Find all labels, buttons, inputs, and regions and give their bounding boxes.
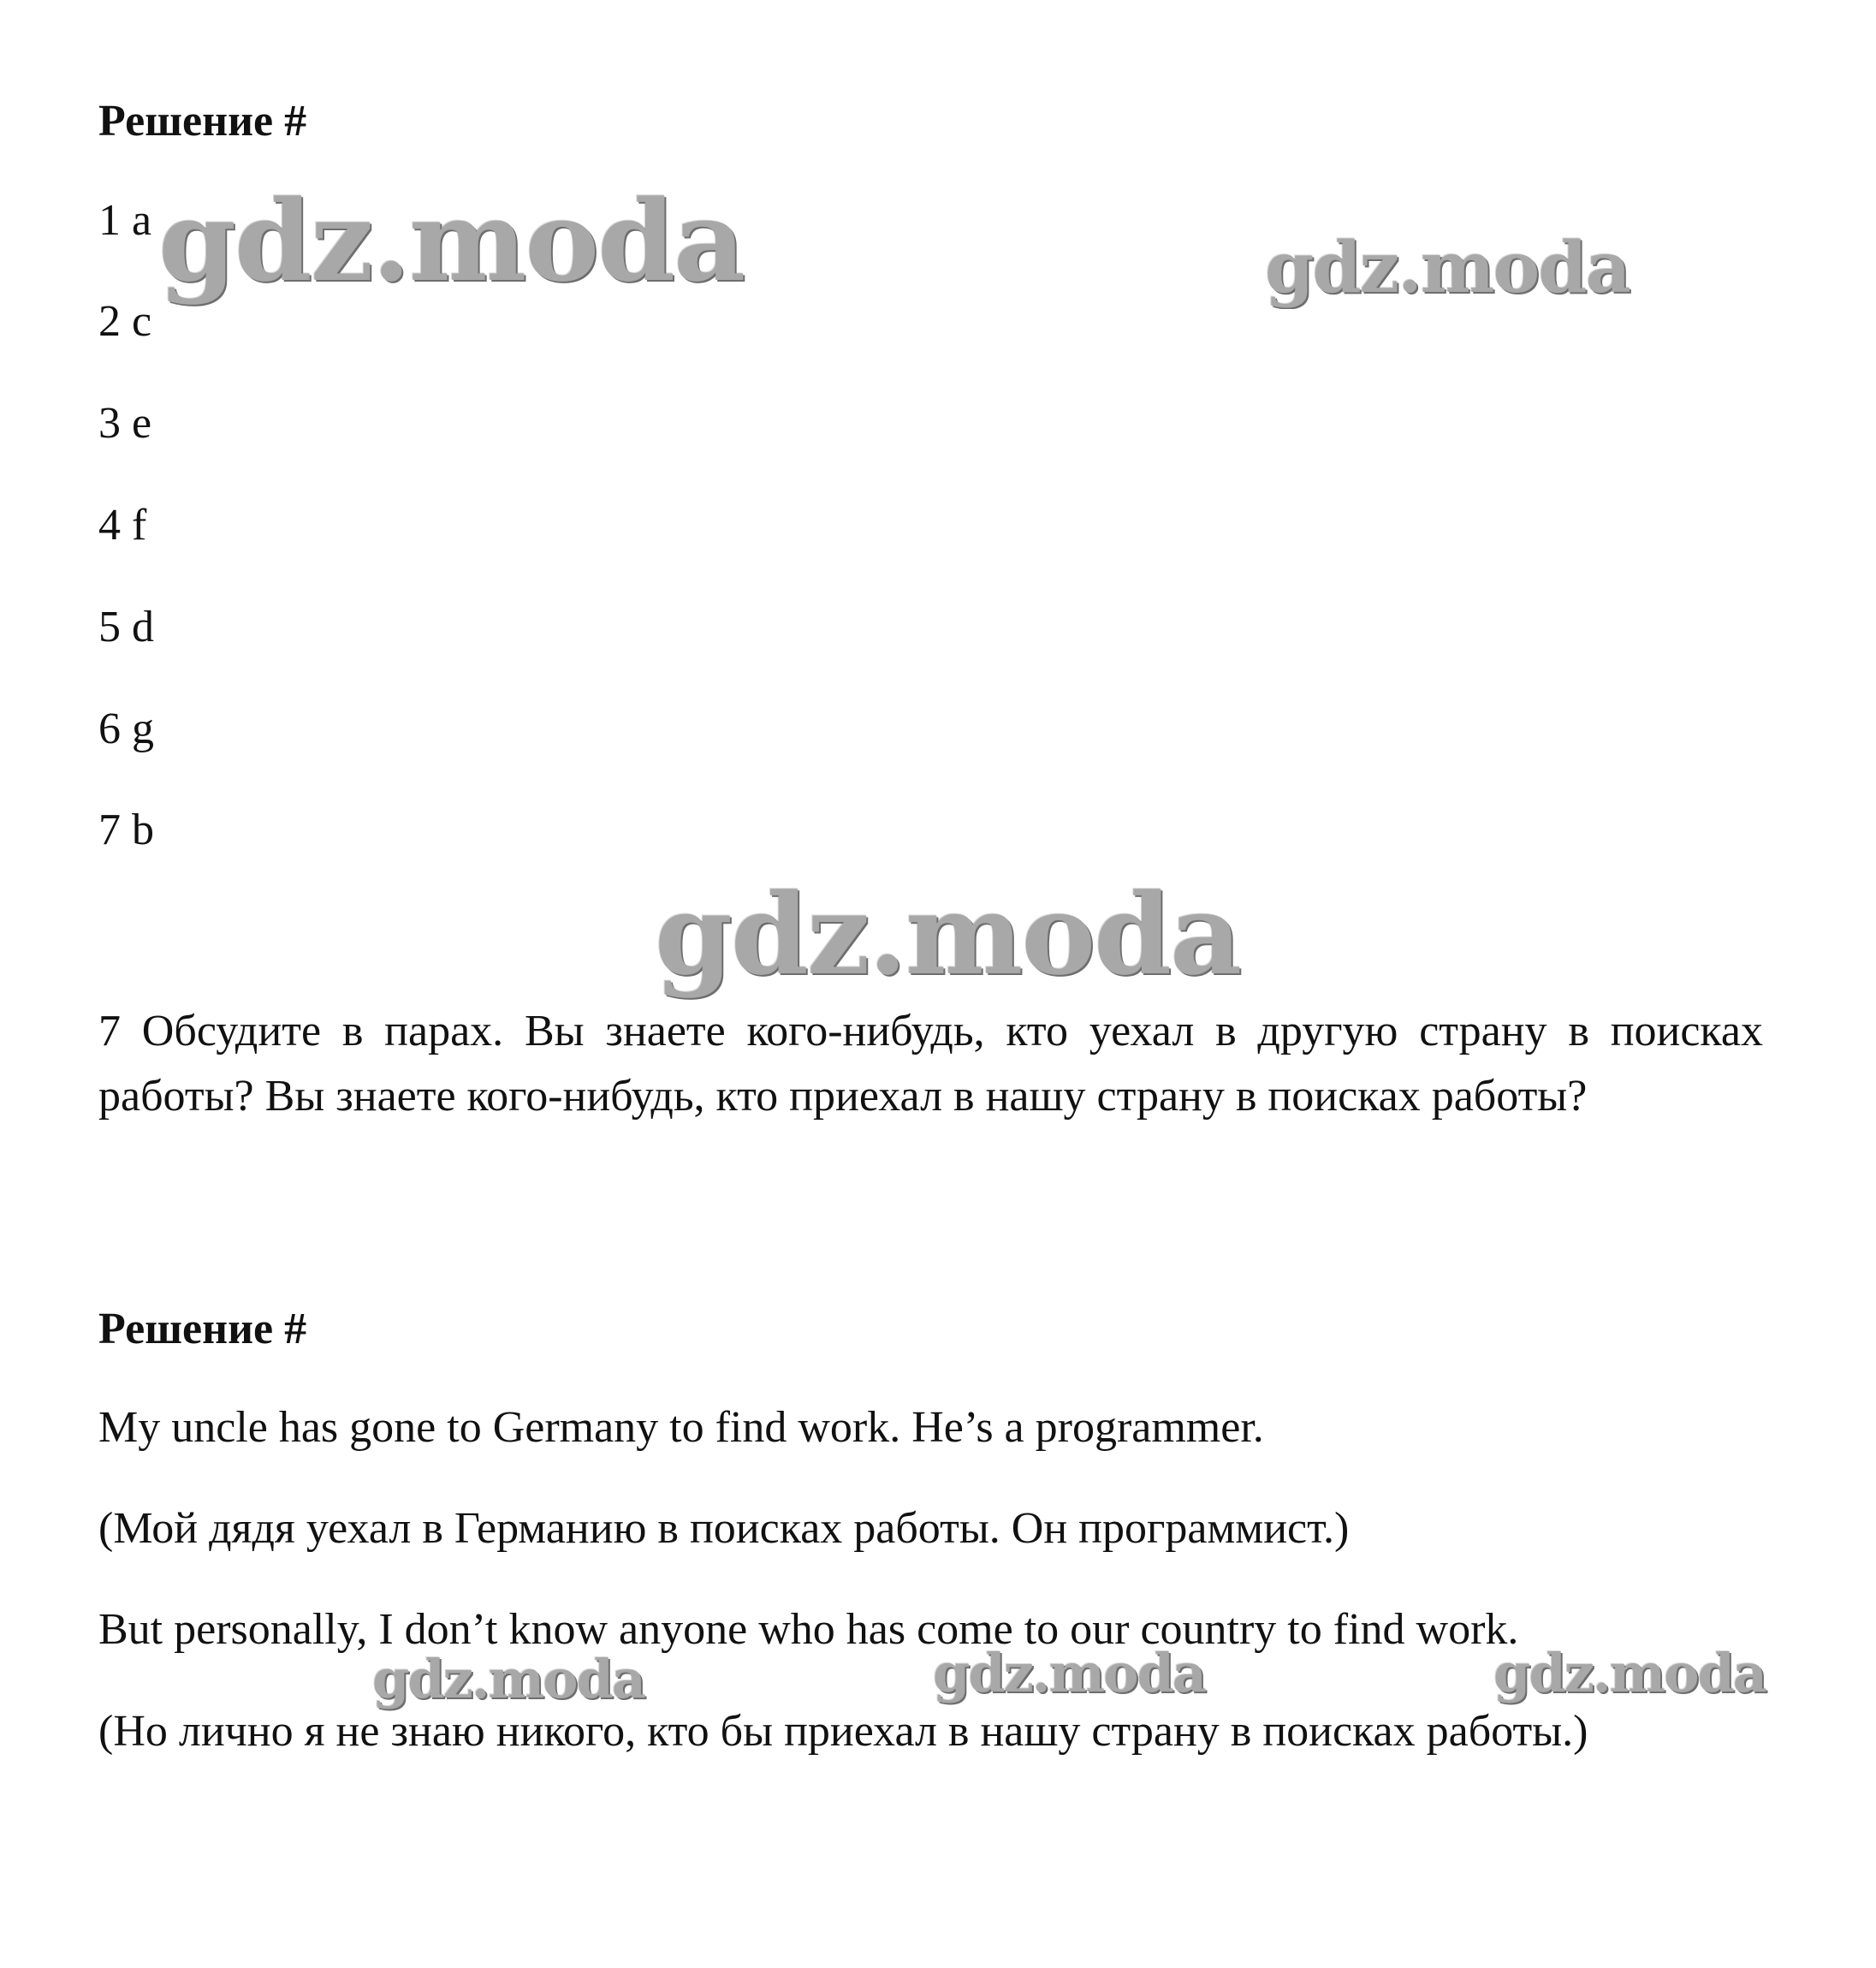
answer-item: 3 e bbox=[98, 399, 152, 448]
watermark-logo: gdz.moda bbox=[655, 869, 1241, 1000]
solution-heading-2: Решение # bbox=[98, 1305, 307, 1353]
answer-item: 4 f bbox=[98, 501, 147, 550]
answer-english-2: But personally, I don’t know anyone who has come to our country to find work. bbox=[98, 1605, 1519, 1654]
watermark-logo: gdz.moda bbox=[1493, 1642, 1766, 1704]
answer-item: 6 g bbox=[98, 705, 154, 753]
watermark-logo: gdz.moda bbox=[1265, 227, 1630, 309]
answer-english-1: My uncle has gone to Germany to find work. He’s a programmer. bbox=[98, 1403, 1264, 1452]
watermark-logo: gdz.moda bbox=[933, 1642, 1205, 1704]
answer-russian-1: (Мой дядя уехал в Германию в поисках работы. Он программист.) bbox=[98, 1504, 1350, 1553]
answer-item: 1 a bbox=[98, 196, 152, 245]
answer-item: 5 d bbox=[98, 603, 154, 651]
answer-russian-2: (Но лично я не знаю никого, кто бы приехал в нашу страну в поисках работы.) bbox=[98, 1707, 1588, 1756]
watermark-logo: gdz.moda bbox=[372, 1648, 644, 1710]
task-7-prompt: 7 Обсудите в парах. Вы знаете кого-нибудь, кто уехал в другую страну в поисках работы? Вы знаете кого-нибудь, кто приехал в нашу страну в поисках работы? bbox=[98, 1007, 1763, 1121]
answer-item: 7 b bbox=[98, 806, 154, 854]
solution-heading-1: Решение # bbox=[98, 97, 307, 146]
answer-item: 2 c bbox=[98, 297, 152, 346]
watermark-logo: gdz.moda bbox=[158, 175, 745, 306]
